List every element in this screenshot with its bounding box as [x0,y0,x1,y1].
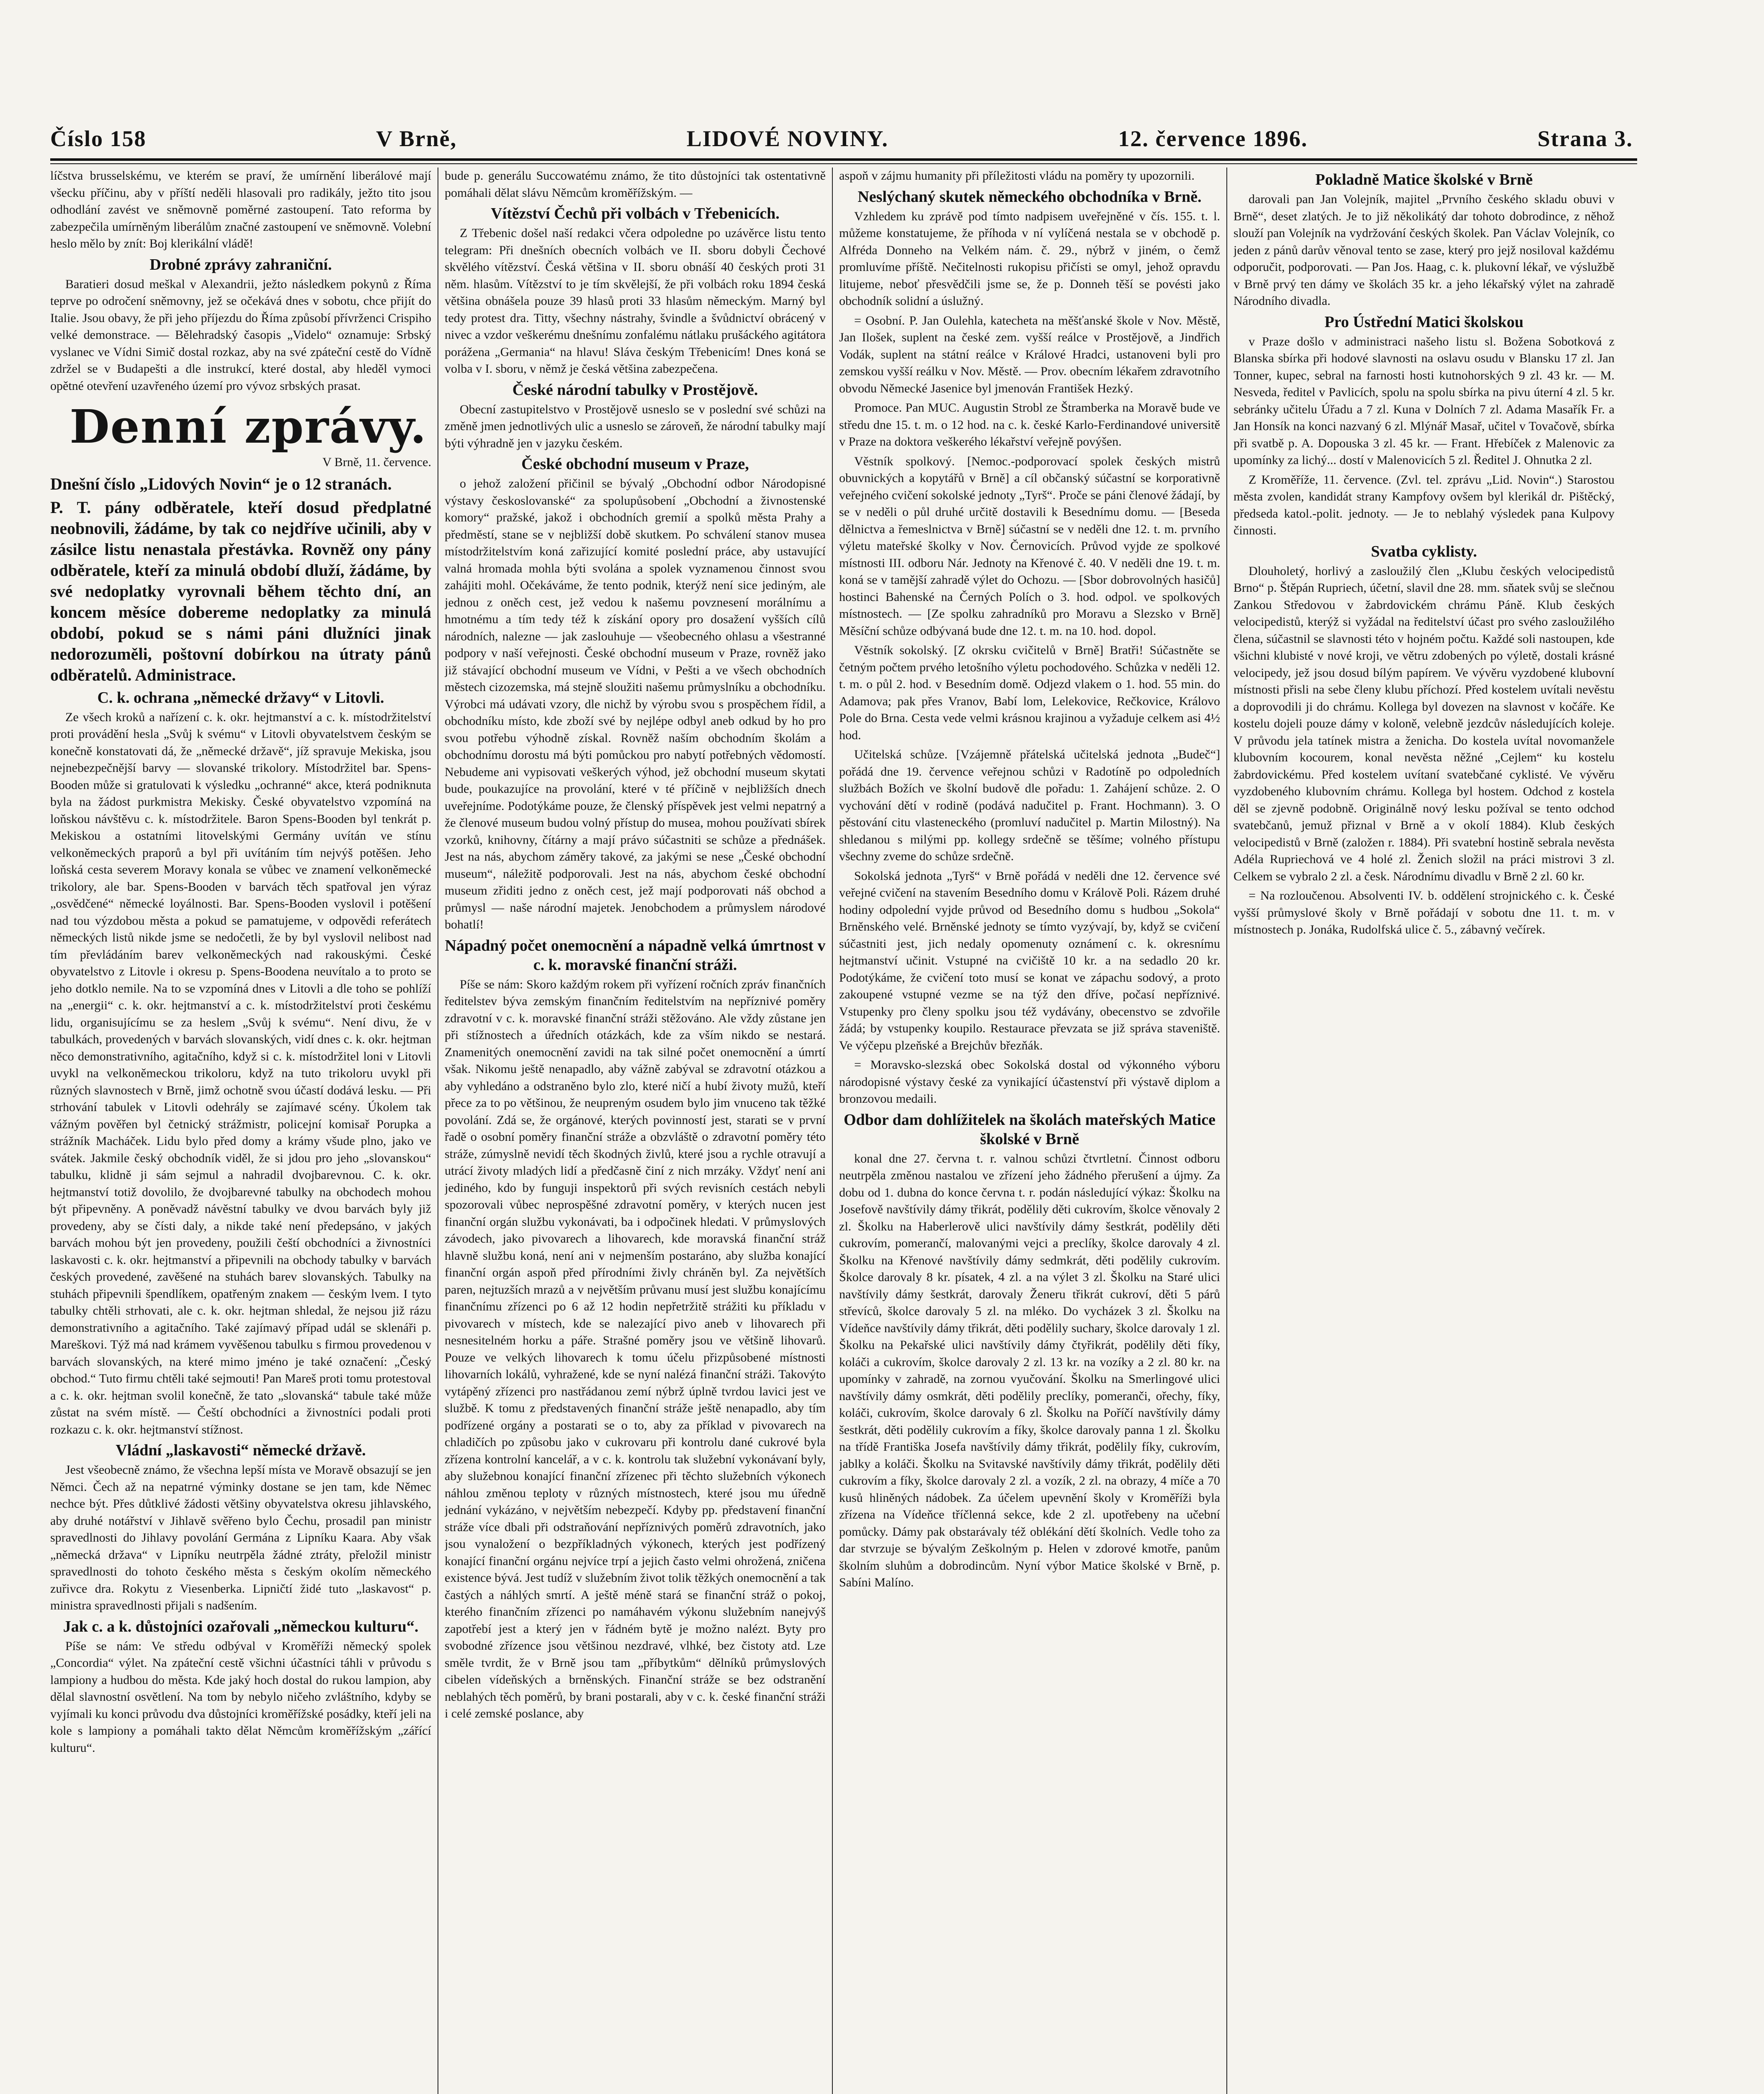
page-number: Strana 3. [1537,126,1633,151]
article-text: darovali pan Jan Volejník, majitel „Prvního českého skladu obuvi v Brně“, deset zlatých. Je to již několikátý dar tohoto dobrodince, z něhož slouží pan Volejník na vydržování českých školek. Pan Václav Volejník, co jeden z pánů darův věnoval tento se zase, který pro jejž nosiloval každému odporučit, podporovati. — Pan Jos. Haag, c. k. plukovní lékař, ve výslužbě v Brně prvý ten dámy ve školách 35 kr. a jeho lékařský výlet na zahradě Národního divadla. [1234,192,1615,308]
article-heading: České obchodní museum v Praze, [521,455,749,473]
article-text: Z Třebenic došel naší redakci včera odpoledne po uzávěrce listu tento telegram: Při dnešních obecních volbách ve II. sboru dobyli Čechové skvělého vítězství. Česká většina v II. sboru obnáší 40 českých proti 31 něm. hlasům. Vítězství to je tím skvělejší, že při volbách roku 1894 česká většina obnášela pouze 39 hlasů proti 33 hlasům německým. Marný byl tedy protest dra. Titty, všechny nástrahy, švindle a švůdnictví obrácený v nivec a vzdor veškerému dnešnímu zonfalému nátlaku prušáckého agitátora porážena „Germania“ na hlavu! Sláva českým Třebenicím! Dnes koná se volba v I. sboru, v němž je česká většina zabezpečena. [445,226,826,376]
promotion-news: Promoce. Pan MUC. Augustin Strobl ze Štramberka na Moravě bude ve středu dne 15. t. m. o 12 hod. na c. k. české Karlo-Ferdinandové universitě v Praze na doktora veškerého lékařství veřejně povýšen. [839,401,1220,449]
subscriber-notice: P. T. pány odběratele, kteří dosud předplatné neobnovili, žádáme, by tak co nejdříve učinili, aby v zásilce listu nenastala přestávka. Rovněž ony pány odběratele, kteří za minulá období dluží, žádáme, by své nedoplatky vyrovnali během těchto dní, an koncem měsíce dobereme nedoplatky za minulá období, pokud se s námi páni dlužníci jinak nedorozuměli, poštovní dobírkou na útraty pánů odběratelů. Administrace. [50,498,431,684]
personal-news: = Osobní. P. Jan Oulehla, katecheta na měšťanské škole v Nov. Městě, Jan Ilošek, suplent na české zem. vyšší reálce v Prostějově, a Jindřich Vodák, suplent na státní reálce v Králové Hradci, ustanoveni byli pro zemskou vyšší reálku v Nov. Městě. — Prov. obecním lékařem zdravotního obvodu Německé Jasenice byl jmenován František Hezký. [839,313,1220,395]
sokol-award-news: = Moravsko-slezská obec Sokolská dostal od výkonného výboru národopisné výstavy české za vynikající účastenství při výstavě diplom a bronzovou medaili. [839,1058,1220,1106]
header-rule-thin [50,163,1637,164]
article-heading: Vítězství Čechů při volbách v Třebenicích. [491,205,780,222]
article-text: o jehož založení přičinil se bývalý „Obchodní odbor Národopisné výstavy českoslovanské“ za spolupůsobení „Obchodní a živnostenské komory“ pražské, jakož i obchodních gremií a spolků města Prahy a předměstí, stane se v nejbližší době skutkem. Po schválení stanov musea místodržitelstvím koná zařizující komité poslední práce, aby ustavující valná hromada mohla býti svolána a spolek vyznamenou činnost svou zahájiti mohl. Očekáváme, že tento podnik, kterýž není sice jediným, ale jednou z oněch cest, jež vedou k našemu povznesení morálnímu a hmotnému a tím tedy též k získání opory pro dosažení vyšších cílů národních, nalezne — jak zaslouhuje — všeobecného ohlasu a všestranné podpory v naší veřejnosti. České obchodní museum v Praze, rovněž jako již stávající obchodní museum ve Vídni, v Pešti a ve všech obchodních městech cizozemska, má stejně sloužiti našemu průmyslníku a obchodníku. Výrobci má udávati vzory, dle nichž by výrobu svou s prospěchem řídil, a obchodníku místo, kde zboží své by nejlépe odbyl aneb odkud by ho pro svou potřebu výhodně získal. Rovněž naším obchodním školám a obchodnímu dorostu má býti pomůckou pro nabytí potřebných vědomostí. Nebudeme ani vypisovati veškerých výhod, jež obchodní museum skytati bude, poukazujíce na provolání, které v té příčině v nejbližších dnech uveřejníme. Podotýkáme pouze, že členský příspěvek jest velmi nepatrný a že členové museum budou volný přístup do musea, mohou používati sbírek vzorků, knihovny, čítárny a mají právo súčastniti se schůze a přednášek. Jest na nás, abychom záměry takové, za jakými se nese „České obchodní museum“, náležitě podporovali. Jest na nás, abychom české obchodní museum zřiditi jedno z oněch cest, jež mají podporovati náš obchod a průmysl — naše národní majetek. Jenobchodem a průmyslem národové bohatlí! [445,477,826,931]
article-text: aspoň v zájmu humanity při příležitosti vládu na poměry ty upozornili. [839,169,1195,183]
sokol-news: Věstník sokolský. [Z okrsku cvičitelů v Brně] Bratři! Súčastněte se četným počtem prvého letošního výletu pochodového. Schůzka v neděli 12. t. m. o půl 2. hod. v Besedním domě. Odjezd vlakem o 1. hod. 55 min. do Adamova; pak přes Vranov, Babí lom, Lelekovice, Rečkovice, Královo Pole do Brna. Cesta vede velmi krásnou krajinou a vyžaduje celkem asi 4½ hod. [839,643,1220,742]
issue-notice: Dnešní číslo „Lidových Novin“ je o 12 stranách. [50,474,392,493]
article-text: v Praze došlo v administraci našeho listu sl. Božena Sobotková z Blanska sbírka při hodové slavnosti na oslavu osudu v Blansku 17 zl. Jan Tonner, kupec, sebral na farnosti hosti kutnohorských 9 zl. 43 kr. — M. Nesveda, ředitel v Pavlicích, spolu na spolu sbírka na pivu úterní 4 zl. 5 kr. sebránky učitelu Úřadu a 7 zl. Kuna v Dolních 7 zl. Adama Masařík Fr. a Jan Honsík na konci nazvaný 6 zl. Mlýnář Masař, učitel v Tovačově, sbírka při svatbě p. A. Dopouska 3 zl. 45 kr. — Frant. Hřebíček z Malenovic za upomínky za lichý... dostí v Malenovicích 5 zl. Ředitel J. Ohnutka 2 zl. [1234,334,1615,467]
article-text: Vzhledem ku zprávě pod tímto nadpisem uveřejněné v čís. 155. t. l. můžeme konstatujeme, že příhoda v ní vylíčená nestala se v obchodě p. Alfréda Donneho na Velkém nám. č. 29., nýbrž v jiném, o čemž promluvíme příště. Nečitelnosti rukopisu přičísti se omyl, jehož opravdu litujeme, neboť přesvědčili jsme se, že p. Donneh těší se povésti jako obchodník solidní a úslužný. [839,209,1220,308]
article-text: = Na rozloučenou. Absolventi IV. b. oddělení strojnického c. k. České vyšší průmyslové školy v Brně pořádají v sobotu dne 11. t. m. v místnostech p. Jonáka, Rudolfská ulice č. 5., zábavný večírek. [1234,889,1615,936]
column-2 [445,168,826,2094]
article-text: Dlouholetý, horlivý a zasloužilý člen „Klubu českých velocipedistů Brno“ p. Štěpán Rupriech, účetní, slavil dne 28. mm. sňatek svůj se slečnou Zankou Středovou v žabrdovickém chrámu Páně. Klub českých velocipedistů, kterýž si vyžádal na ředitelství účast pro svého zasloužilého člena, súčastnil se slavnosti této v hojném počtu. Každé soli nastoupen, kde všichni klubisté v nové kroji, ve větru zdobených po výletě, dostali krásné velocipedy, jež jsou dosud bílým papírem. Ve vývěru vyzdobené klubovní místnosti přisli na sebe členy klubu příchozí. Před kostelem uvítali nevěstu a doprovodili ji do chrámu. Kollega byl dovezen na slavnost v kočáře. Ke kostelu dojeli pouze dámy v koloně, velebně jezdcův následujících koleje. V průvodu jela tatínek mistra a ženicha. Do kostela uvítal novomanžele klubovním kocourem, konal nevěsta něžné „Cejlem“ ku kostelu žabrdovickému. Před kostelem uvítaní svatebčané cyklisté. Ve vývěru vyzdobeného klubovním chrámu. Kollega byl hostem. Odchod z kostela děl se zjevně podobně. Originálně nový lesku požíval se tento odchod svatebčanů, jemuž přiznal v Brně a v okolí 1884). Klub českých velocipedistů v Brně (založen r. 1884). Při svatební hostině sebrala nevěsta Adéla Rupriechová ve 4 holé zl. Ženich složil na práci mistrovi 3 zl. Celkem se vybralo 2 zl. a česk. Národnímu divadlu v Brně 2 zl. 60 kr. [1234,564,1615,883]
article-text: líčstva brusselskému, ve kterém se praví, že umírnění liberálové mají všecku příčinu, aby v příští neděli hlasovali pro radikály, ježto tito jsou odhodlání zavést ve sněmovně poměrné zastoupení. Tato reforma by zabezpečila umírněným liberálům značné zastoupení ve sněmovně. Volební heslo mělo by znít: Boj klerikální vládě! [50,169,431,250]
article-heading: C. k. ochrana „německé državy“ v Litovli. [97,689,384,707]
article-text: Píše se nám: Ve středu odbýval v Kroměříži německý spolek „Concordia“ výlet. Na zpáteční cestě všichni účastníci táhli v průvodu s lampiony a hudbou do města. Kde jaký hoch dostal do rukou lampion, aby dělal slavnostní osvětlení. Na tom by nebylo ničeho zvláštního, kdyby se vyjímali ku konci průvodu dva důstojníci kroměřížské posádky, kteří jeli na kole s lampiony a pomáhali takto dělat Němcům kroměřížským „zářící kulturu“. [50,1639,431,1755]
article-heading: Svatba cyklisty. [1371,542,1477,560]
column-divider [1226,168,1227,2094]
column-3 [839,168,1220,2094]
dateline: V Brně, 11. července. [322,455,431,469]
page-header [50,126,1633,155]
article-text: Ze všech kroků a nařízení c. k. okr. hejtmanství a c. k. místodržitelství proti provádění hesla „Svůj k svému“ v Litovli obyvatelstvem českým se konečně konstatovati dá, že „německé državě“, jíž spravuje Mekiska, jsou nejnebezpečnější barvy — slovanské trikolory. Místodržitel bar. Spens-Booden může si gratulovati k výsledku „ochranné“ akce, která podniknuta byla na žádost purkmistra Mekisky. České obyvatelstvo vzpomíná na loňskou návštěvu c. k. místodržitele. Baron Spens-Booden byl tenkrát p. Mekiskou a ostatními litovelskými Germány uvítán ve stínu velkoněmeckých praporů a byl při uvítáním tím nejvýš potěšen. Jeho loňská cesta severem Moravy konala se vůbec ve znamení velkoněmecké trikolory, ale bar. Spens-Booden v barvách těch spatřoval jen výraz „osvědčené“ německé loyálnosti. Bar. Spens-Booden vyslovil i potěšení nad tou výzdobou města a pokud se pamatujeme, v odpovědi referátech německých listů nikde jsme se nedočetli, že by byl vyslovil nelibost nad tím převládáním barev velkoněmeckých nad rakouskými. České obyvatelstvo z Litovle i okresu p. Spens-Boodena neuvítalo a to proto se jeho dotklo nemile. Na to se vzpomíná dnes v Litovli a dle toho se pohlíží na „energii“ c. k. okr. hejtmanství a c. k. místodržitelství proti českému lidu, organisujícímu se za heslem „Svůj k svému“. Není divu, že v tabulkách, provedených v barvách slovanských, vidí dnes c. k. okr. hejtman něco demonstrativního, agitačního, když si c. k. místodržitel loni v Litovli uvykl na velkoněmeckou trikoloru, když na tuto trikoloru uvykl při různých slavnostech v Brně, jimž ochotně svou účastí dodává lesku. — Při strhování tabulek v Litovli odehrály se zajímavé scény. Úkolem tak vážným pověřen byl četnický strážmistr, policejní komisař Porupka a strážník Macháček. Lidu bylo před domy a krámy všude plno, jako ve svátek. Jakmile český obchodník viděl, že si jdou pro jeho „slovanskou“ tabulku, klidně ji sám sejmul a nahradil dvojbarevnou. C. k. okr. hejtmanství totiž dovolilo, že dvojbarevné tabulky na obchodech mohou být připevněny. A poněvadž návěstní tabulky ve dvou barvách byly již provedeny, aby se čísti daly, a nikde také není předepsáno, v jakých barvách mohou být jen provedeny, použili čeští obchodníci a živnostníci laskavosti c. k. okr. hejtmanství a připevnili na obchody tabulky v barvách českých provedené, zavěšené na stuhách barev slovanských. Tabulky na stuhách připevnili špendlíkem, opatřeným znakem — českým lvem. I tyto tabulky chtěli strhovati, ale c. k. okr. hejtman shledal, že nejsou již rázu demonstrativního a agitačního. Také zajímavý případ udál se sklenáři p. Mareškovi. Týž má nad krámem vyvěšenou tabulku s firmou provedenou v barvách slovanských, na které mimo jméno je také označení: „Český obchod.“ Tuto firmu chtěli také sejmouti! Pan Mareš proti tomu protestoval a c. k. okr. hejtman svolil konečně, že tato „slovanská“ tabule také může zůstat na svém místě. — Čeští obchodníci a živnostníci podali proti rozkazu c. k. okr. hejtmanství stížnost. [50,710,431,1436]
article-text: Jest všeobecně známo, že všechna lepší místa ve Moravě obsazují se jen Němci. Čech až na nepatrné výminky dostane se jen tam, kde Němec nechce být. Přes důtklivé žádosti většiny obyvatelstva okresu jihlavského, aby druhé notářství v Jihlavě svěřeno bylo Čechu, prosadil pan ministr spravedlnosti do Jihlavy povolání Germána z Lipníku Kaara. Aby však „německá država“ v Lipníku neutrpěla žádné ztráty, přeložil ministr spravedlnosti do tohoto českého města s českým okolím německého zuřivce dra. Rokytu z Viesenberka. Lipničtí židé tuto „laskavost“ p. ministra spravedlnosti přijali s nadšením. [50,1463,431,1612]
article-heading: Neslýchaný skutek německého obchodníka v Brně. [858,188,1202,206]
article-text: bude p. generálu Succowatému známo, že tito důstojníci tak ostentativně pomáhali dělat slávu Němcům kroměřížským. — [445,169,826,200]
article-text: Z Kroměříže, 11. července. (Zvl. tel. zprávu „Lid. Novin“.) Starostou města zvolen, kandidát strany Kampfovy ovšem byl klerikál dr. Pištěcký, předseda katol.-polit. jednoty. — Je to neblahý výsledek pana Kulpovy činnosti. [1234,472,1615,537]
column-1 [50,168,431,2094]
article-text: Baratieri dosud meškal v Alexandrii, ježto následkem pokynů z Říma teprve po odročení sněmovny, jež se očekává dnes v sobotu, chce přijít do Italie. Jsou obavy, že při jeho příjezdu do Říma způsobí přívrženci Crispiho velké demonstrace. — Bělehradský časopis „Videlo“ oznamuje: Srbský vyslanec ve Vídni Simič dostal rozkaz, aby na své zpáteční cestě do Vídně zdržel se v Budapešti a dle instrukcí, které dostal, aby hleděl vymoci opětné otevření uzavřeného území pro vývoz srbských prasat. [50,277,431,393]
issue-number: Číslo 158 [50,126,147,151]
article-heading: Nápadný počet onemocnění a nápadně velká úmrtnost v c. k. moravské finanční stráži. [445,936,826,974]
article-text: Obecní zastupitelstvo v Prostějově usneslo se v poslední své schůzi na změně jmen jednotlivých ulic a usneslo se zároveň, že národní tabulky mají býti výhradně jen v jazyku českém. [445,402,826,450]
section-heading: Denní zprávy. [70,400,427,454]
column-4 [1234,168,1615,2094]
column-divider [832,168,833,2094]
article-heading: Odbor dam dohlížitelek na školách mateřských Matice školské v Brně [843,1111,1216,1148]
city: V Brně, [376,126,457,151]
issue-date: 12. července 1896. [1118,126,1308,151]
article-heading: Jak c. a k. důstojníci ozařovali „německou kulturu“. [63,1617,419,1635]
newspaper-title: LIDOVÉ NOVINY. [686,126,888,151]
header-rule [50,158,1637,161]
article-heading: České národní tabulky v Prostějově. [512,381,758,399]
article-heading: Drobné zprávy zahraniční. [149,255,332,273]
article-heading: Vládní „laskavosti“ německé državě. [116,1442,366,1459]
club-news: Věstník spolkový. [Nemoc.-podporovací spolek českých mistrů obuvnických a kopytářů v Brně] a cíl občanský súčastní se korporativně veřejného cvičení sokolské jednoty „Tyrš“. Proče se páni členové žádají, by se v neděli o půl druhé určitě dostavili k Besednímu domu. — [Beseda dělnictva a řemeslnictva v Brně] súčastní se v neděli dne 12. t. m. prvního výletu mateřské školky v Nov. Černovicích. Průvod vyjde ze spolkové místnosti III. odboru Nár. Jednoty na Křenové č. 40. V neděli dne 19. t. m. koná se v tamější zahradě výlet do Ochozu. — [Sbor dobrovolných hasičů] hostinci Bahenské na Černých Polích o 3. hod. odpol. ve spolkových místnostech. — [Ze spolku zahradníků pro Moravu a Slezsko v Brně] Měsíční schůze odbývaná bude dne 12. t. m. na 10. hod. dopol. [839,454,1220,638]
article-text: Píše se nám: Skoro každým rokem při vyřízení ročních zpráv finančních ředitelstev býva zemským finančním ředitelstvím na nepříznivé poměry zdravotní v c. k. moravské finanční stráži stěžováno. Ale vždy zůstane jen při stížnostech a úředních otázkách, kde za vším nikdo se nestará. Znamenitých onemocnění zavidi na tak silné počet onemocnění a úmrtí však. Nikomu ještě nenapadlo, aby vážně zabýval se zdravotní otázkou a aby vyhledáno a odstraněno bylo zlo, které ničí a hubí životy mužů, kteří přece za to po většinou, že neupreným osudem bylo jim vnuceno tak těžké povolání. Zdá se, že orgánové, kterých povinností jest, starati se v první řadě o osobní poměry finanční stráže a obzvláště o zdravotní poměry této stráže, zúmyslně nevidí těch škodných živlů, které jsou a rychle otravují a utrácí životy mladých lidí a předčasně činí z nich mrzáky. Vždyť není ani jediného, kdo by funguji inspektorů při svých revisních cestách nebyli spozorovali vůbec neprospěšné zdravotní poměry, v kterých nucen jest finanční orgán službu vykonávati, ba i odpočinek hledati. V průmyslových závodech, jako pivovarech a lihovarech, kde moravská finanční stráž hlavně službu koná, není ani v nejmenším postaráno, aby služba konající finanční orgán aspoň před přírodními živly chráněn byl. Za největších paren, nejtuzších mrazů a v největším průvanu musí jest službu konajícímu finančnímu zřízenci po 6 až 12 hodin nepřetržitě strážiti ku příkladu v pivovarech v místech, kde se nalezající pivo aneb v lihovarech při nesnesitelném horku a páře. Strašné poměry jsou ve většině lihovarů. Pouze ve velkých lihovarech k tomu účelu přizpůsobené místnosti lihovarních lokálů, vyhražené, kde se nyní nalézá finanční stráži. Takovýto vytápěný zřízenci pro nastřádanou zemí nýbrž úplně tvrdou lavici jest ve službě. K tomu z představených finanční stráže ještě nenapadlo, aby tím podřízené orgány a postarati se o to, aby za příklad v pivovarech na chladičích po způsobu jako v cukrovaru při kontrolu dané cukrové byla zřízena kontrolní kancelář, a v c. k. kontrolu tak služební vykonávaní byly, aby služebnou konající finanční zřízenec při těchto služebních výkonech náhlou změnou teploty v různých místnostech, které jsou mu úředně jednání vykázáno, v největším nebezpečí. Kdyby pp. představení finanční stráže více dbali při odstraňování nepříznivých poměrů zdravotních, jako jsou vynaložení o bezpříkladných výkonech, kterých jest podřízený konající finanční orgánu nejvíce trpí a jejich často velmi ohrožená, zničena existence bývá. Jest tudíž v služebním život tolik těžkých onemocnění a tak častých a náhlých smrtí. A ještě méně stará se finanční stráž o pokoj, kterého finančním zřízenci po namáhavém výkonu služebním nanejvýš zapotřebí jest a který jen v řádném bytě je možno nalézt. Byty pro svobodné zřízence jsou většinou nezdravé, vlhké, bez čistoty atd. Lze směle tvrdit, že v Brně jsou tam „příbytkům“ dělníků průmyslových cibelen vídeňských a brněnských. Finanční stráže se bez odstranění neblahých těch poměrů, by brani postarali, aby v c. k. české finanční stráži i celé zemské poslance, aby [445,977,826,1720]
teachers-meeting: Učitelská schůze. [Vzájemně přátelská učitelská jednota „Budeč“] pořádá dne 19. července veřejnou schůzi v Radotíně po odpoledních službách Božích ve školní budově dle pořadu: 1. Zahájení schůze. 2. O vychování dětí v rodině (podává nadučitel p. Frant. Hochmann). 3. O pěstování citu vlasteneckého (promluví nadučitel p. Martin Milostný). Na shledanou s milými pp. kollegy srdečně se těšíme; volného přístupu všechny zveme do schůze srdečně. [839,748,1220,863]
article-heading: Pro Ústřední Matici školskou [1324,313,1524,331]
article-text: konal dne 27. června t. r. valnou schůzi čtvrtletní. Činnost odboru neutrpěla změnou nastalou ve zřízení jeho žádného přerušení a újmy. Za dobu od 1. dubna do konce června t. r. podán následující výkaz: Školku na Josefově navštívily dámy třikrát, podělily děti cukrovím, školce věnovaly 2 zl. Školku na Haberlerově ulici navštívily dámy šestkrát, podělily děti cukrovím, pomerančí, malovanými vejci a preclíky, školce darovaly 4 zl. Školku na Křenové navštívily dámy sedmkrát, děti podělily cukrovím. Školce darovaly 8 kr. písatek, 4 zl. a na výlet 3 zl. Školku na Staré ulici navštívily dámy šestkrát, darovaly Ženeru třikrát cukroví, děti 5 párů střevíců, školce darovaly 5 zl. na mléko. Do vycházek 3 zl. Školku na Vídeňce navštívily dámy třikrát, děti podělily suchary, školce darovaly 1 zl. Školku na Pekařské ulici navštívily dámy čtyřikrát, podělily děti fíky, koláči a cukrovím, školce darovaly 2 zl. 13 kr. na vozíky a 2 zl. 80 kr. na upomínky v zahradě, na zornou vyučování. Školku na Smerlingové ulici navštívily dámy osmkrát, děti podělily preclíky, pomeranči, ořechy, fíky, koláči, cukrovím, školce darovaly 6 zl. Školku na Poříčí navštívily dámy šestkrát, děti podělily cukrovím a fíky, školce darovaly panna 1 zl. Školku na třídě Františka Josefa navštívily dámy třikrát, podělily fíky, cukrovím, jablky a koláči. Školku na Svitavské navštívily dámy třikrát, podělily děti cukrovím a fíky, školce darovaly 2 zl. a vozík, 2 zl. na obrazy, 4 míče a 70 kusů hliněných nádobek. Za účelem upevnění školy v Kroměříži byla zřízena na Vídeňce tříčlenná sekce, kde 2 zl. upotřebeny na učební pomůcky. Dámy pak obstarávaly též oblékání dětí školních. Vedle toho za dar stvrzuje se bývalým Zeškolným p. Helen v zdorové kmotře, panům školním sluhům a dobrodincům. Nyní výbor Matice školské v Brně, p. Sabíni Malíno. [839,1151,1220,1589]
article-heading: Pokladně Matice školské v Brně [1315,171,1533,188]
sokol-tyrs-news: Sokolská jednota „Tyrš“ v Brně pořádá v neděli dne 12. července své veřejné cvičení na stavením Besedního domu v Králově Poli. Rázem druhé hodiny odpolední vyjde průvod od Besedního domu s hudbou „Sokola“ Brněnského velé. Brněnské jednoty se tímto vyzývají, by, když se cvičení súčastniti jest, jich nedaly opomenuty oznámení c. k. okresnímu hejtmanství učinit. Vstupné na cvičiště 10 kr. a na sedadlo 20 kr. Podotýkáme, že cvičení toto musí se konat ve zápachu sodový, a proto zakoupené vstupné vezme se na týž den dříve, počasí nepříznivé. Vstupenky pro členy spolku jsou též vydávány, obecenstvo se zdvořile žádá; by vstupenky koupilo. Restaurace převzata se již správa staveniště. Ve výčepu plzeňské a Brejchův březňák. [839,869,1220,1052]
